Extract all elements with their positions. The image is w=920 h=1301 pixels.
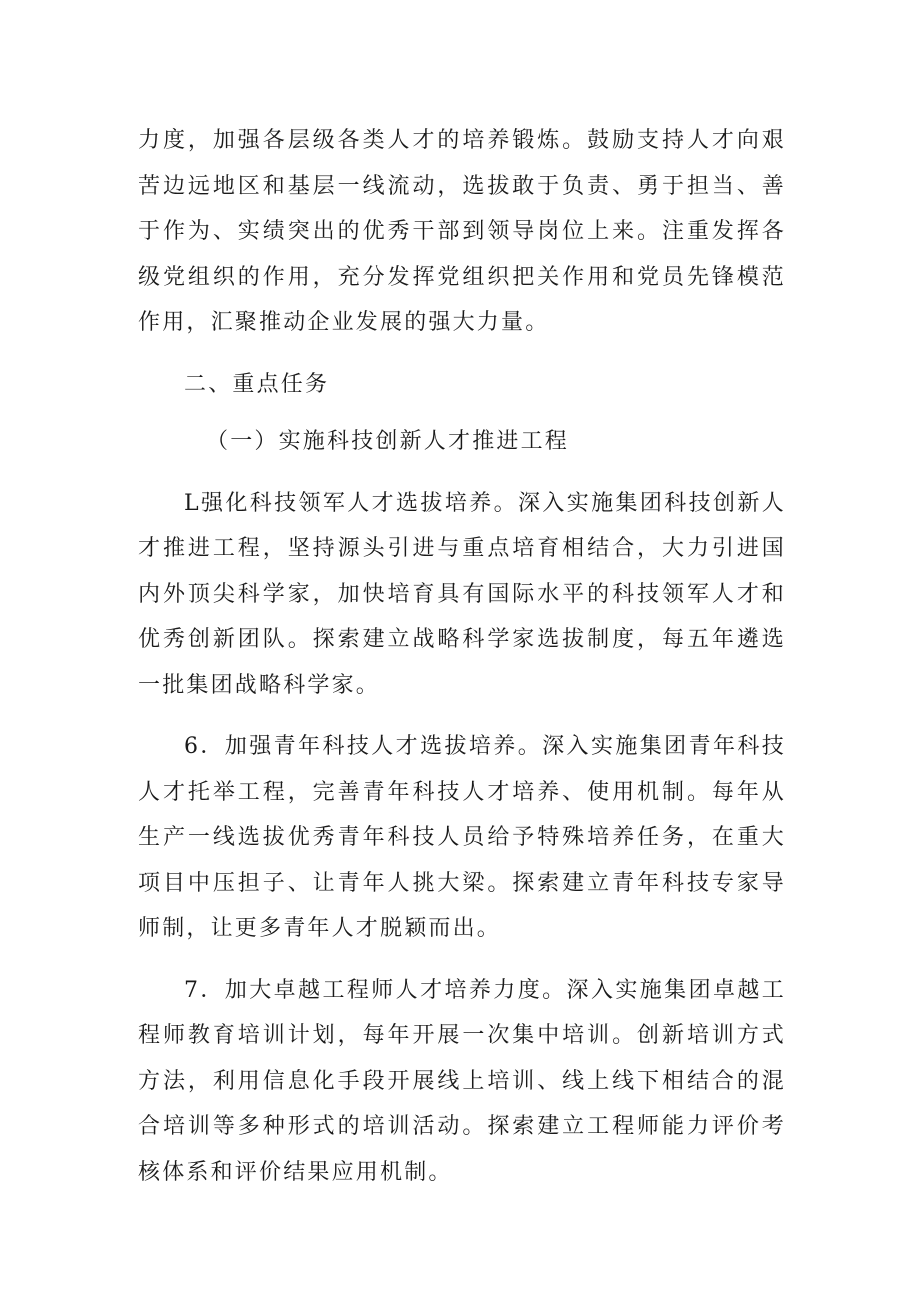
document-body — [138, 118, 786, 1195]
intro-paragraph: 力度，加强各层级各类人才的培养锻炼。鼓励支持人才向艰苦边远地区和基层一线流动，选拔敢于负责、勇于担当、善于作为、实绩突出的优秀干部到领导岗位上来。注重发挥各级党组织的作用，充分发挥党组织把关作用和党员先锋模范作用，汇聚推动企业发展的强大力量。 — [138, 128, 786, 335]
subsection-heading: （一）实施科技创新人才推进工程 — [206, 429, 570, 454]
item-paragraph-1: L强化科技领军人才选拔培养。深入实施集团科技创新人才推进工程，坚持源头引进与重点培育相结合，大力引进国内外顶尖科学家，加快培育具有国际水平的科技领军人才和优秀创新团队。探索建立战略科学家选拔制度，每五年遴选一批集团战略科学家。 — [138, 490, 786, 698]
item-paragraph-7: 7．加大卓越工程师人才培养力度。深入实施集团卓越工程师教育培训计划，每年开展一次集中培训。创新培训方式方法，利用信息化手段开展线上培训、线上线下相结合的混合培训等多种形式的培训活动。探索建立工程师能力评价考核体系和评价结果应用机制。 — [138, 977, 786, 1185]
section-heading: 二、重点任务 — [184, 371, 330, 397]
item-paragraph-6: 6．加强青年科技人才选拔培养。深入实施集团青年科技人才托举工程，完善青年科技人才培养、使用机制。每年从生产一线选拔优秀青年科技人员给予特殊培养任务，在重大项目中压担子、让青年人挑大梁。探索建立青年科技专家导师制，让更多青年人才脱颖而出。 — [138, 734, 786, 941]
